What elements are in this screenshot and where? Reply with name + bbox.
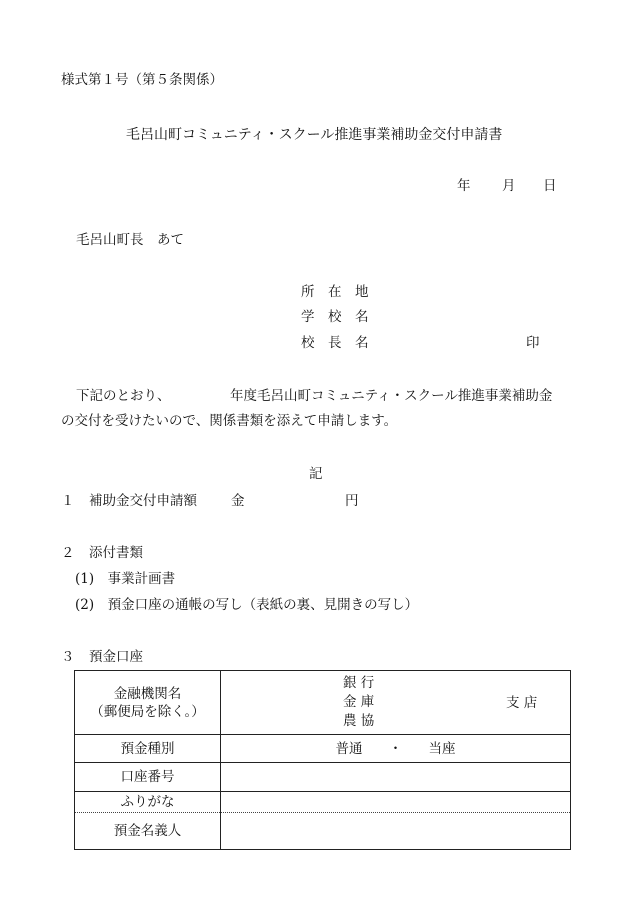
institution-value-cell[interactable] bbox=[221, 671, 571, 735]
deposit-option-separator: ・ bbox=[388, 740, 403, 757]
table-row bbox=[75, 671, 571, 735]
section-3-number: ３ bbox=[61, 649, 75, 665]
type-credit-union: 金 庫 bbox=[343, 694, 375, 710]
type-bank: 銀 行 bbox=[343, 675, 375, 691]
body-line1-suffix: 年度毛呂山町コミュニティ・スクール推進事業補助金 bbox=[230, 388, 553, 404]
body-line2: の交付を受けたいので、関係書類を添えて申請します。 bbox=[61, 413, 398, 429]
document-title: 毛呂山町コミュニティ・スクール推進事業補助金交付申請書 bbox=[126, 127, 503, 143]
attachment-item-1: (1) 事業計画書 bbox=[75, 571, 176, 587]
furigana-label: ふりがな bbox=[75, 792, 221, 813]
institution-types bbox=[343, 674, 374, 731]
date-day-label: 日 bbox=[543, 178, 557, 194]
seal-mark: 印 bbox=[526, 335, 540, 351]
branch-label: 支 店 bbox=[506, 695, 538, 711]
amount-prefix: 金 bbox=[231, 493, 245, 509]
deposit-option-ordinary[interactable]: 普通 bbox=[335, 740, 363, 757]
section-2-label: 添付書類 bbox=[89, 545, 143, 561]
account-number-field[interactable] bbox=[221, 763, 571, 792]
table-row bbox=[75, 813, 571, 850]
furigana-field[interactable] bbox=[221, 792, 571, 813]
account-holder-field[interactable] bbox=[221, 813, 571, 850]
institution-label: 金融機関名 bbox=[113, 685, 182, 702]
section-3-label: 預金口座 bbox=[89, 649, 143, 665]
section-2-number: ２ bbox=[61, 545, 75, 561]
deposit-type-label: 預金種別 bbox=[75, 735, 221, 763]
amount-suffix: 円 bbox=[345, 493, 359, 509]
form-number: 様式第１号（第５条関係） bbox=[61, 72, 223, 88]
type-agricultural-coop: 農 協 bbox=[343, 713, 375, 729]
account-number-label: 口座番号 bbox=[75, 763, 221, 792]
bank-account-table bbox=[74, 670, 571, 850]
school-name-label: 学 校 名 bbox=[301, 309, 369, 325]
table-row bbox=[75, 763, 571, 792]
deposit-type-options[interactable] bbox=[221, 735, 571, 763]
body-line1-prefix: 下記のとおり、 bbox=[76, 388, 171, 404]
ki-heading: 記 bbox=[309, 466, 323, 482]
section-1-label: 補助金交付申請額 bbox=[89, 493, 197, 509]
address-label: 所 在 地 bbox=[301, 284, 369, 300]
section-1-number: １ bbox=[61, 493, 75, 509]
date-month-label: 月 bbox=[502, 178, 516, 194]
table-row bbox=[75, 735, 571, 763]
deposit-option-checking[interactable]: 当座 bbox=[428, 740, 456, 757]
attachment-item-2: (2) 預金口座の通帳の写し（表紙の裏、見開きの写し） bbox=[75, 597, 419, 613]
account-holder-label: 預金名義人 bbox=[75, 813, 221, 850]
institution-note: （郵便局を除く。） bbox=[90, 703, 205, 720]
date-year-label: 年 bbox=[457, 178, 471, 194]
table-row bbox=[75, 792, 571, 813]
institution-label-cell bbox=[75, 671, 221, 735]
addressee: 毛呂山町長 あて bbox=[76, 232, 184, 248]
principal-name-label: 校 長 名 bbox=[301, 335, 369, 351]
